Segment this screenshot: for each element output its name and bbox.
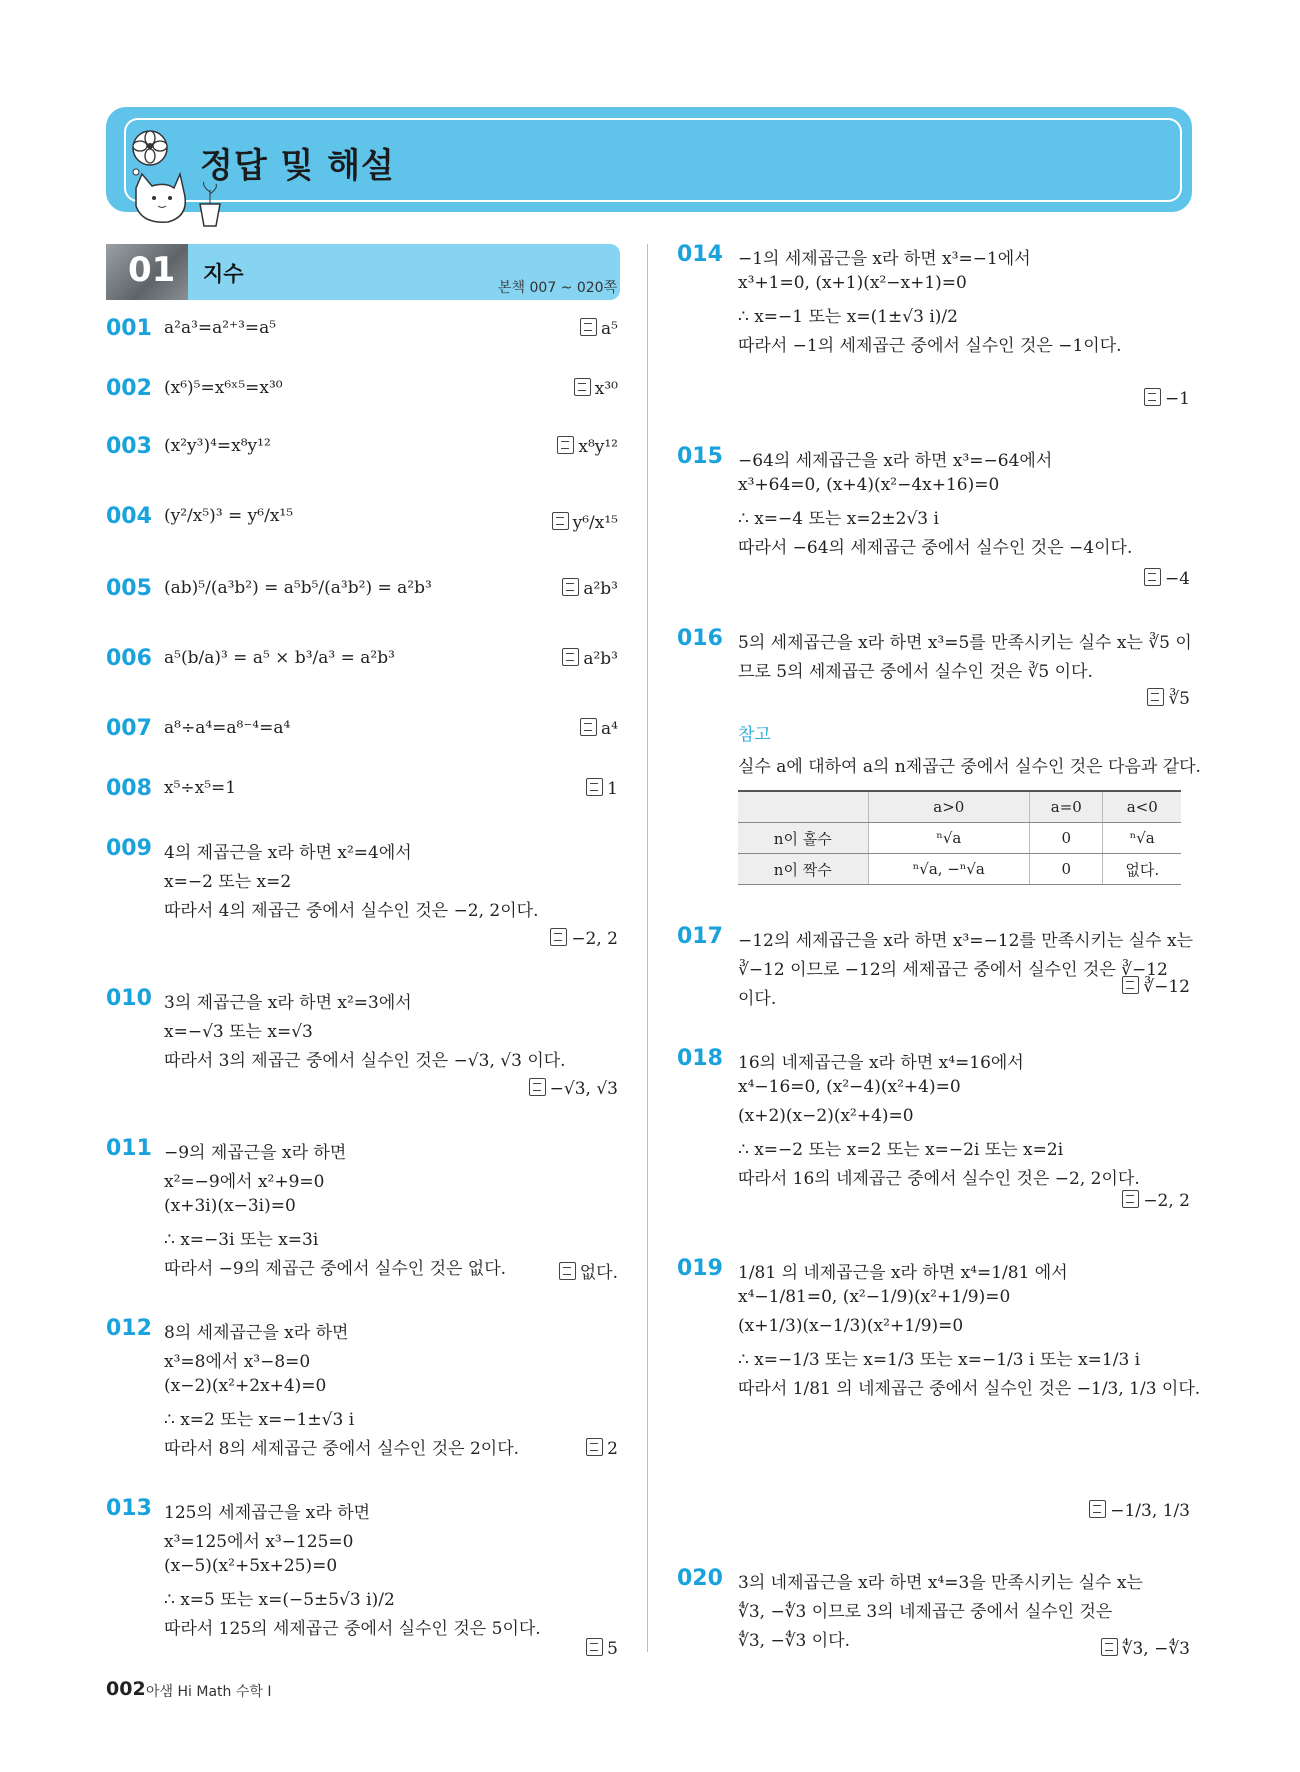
solution-line: (x−2)(x²+2x+4)=0 (164, 1376, 327, 1396)
table-cell: 0 (1030, 854, 1103, 885)
table-header-cell: a<0 (1103, 791, 1181, 823)
solution-line: 므로 5의 세제곱근 중에서 실수인 것은 ∛5 이다. (738, 662, 1093, 682)
solution-line: ∜3, −∜3 이므로 3의 네제곱근 중에서 실수인 것은 (738, 1602, 1113, 1622)
solution-line: 16의 네제곱근을 x라 하면 x⁴=16에서 (738, 1053, 1024, 1073)
note-title: 참고 (738, 725, 771, 745)
problem-number: 004 (106, 504, 152, 529)
solution-line: 따라서 3의 제곱근 중에서 실수인 것은 −√3, √3 이다. (164, 1051, 566, 1071)
solution-line: x=−√3 또는 x=√3 (164, 1022, 313, 1042)
answer-icon (557, 436, 574, 454)
answer (1101, 1638, 1190, 1659)
problem-number: 012 (106, 1316, 152, 1341)
table-cell: n이 홀수 (738, 823, 868, 854)
solution-line: x³+64=0, (x+4)(x²−4x+16)=0 (738, 475, 1000, 495)
solution-line: ∴ x=−2 또는 x=2 또는 x=−2i 또는 x=2i (738, 1140, 1064, 1160)
answer-value: ∛5 (1168, 689, 1190, 709)
solution-line: x³+1=0, (x+1)(x²−x+1)=0 (738, 273, 967, 293)
answer-value: a⁴ (601, 719, 618, 739)
problem-number: 016 (677, 626, 723, 651)
page-number: 002 (106, 1678, 146, 1700)
table-cell: ⁿ√a (868, 823, 1030, 854)
answer-icon (1144, 388, 1161, 406)
problem-number: 019 (677, 1256, 723, 1281)
solution-line: −1의 세제곱근을 x라 하면 x³=−1에서 (738, 249, 1031, 269)
problem-number: 013 (106, 1496, 152, 1521)
solution-line: (ab)⁵/(a³b²) = a⁵b⁵/(a³b²) = a²b³ (164, 578, 432, 598)
solution-line: ∴ x=−1/3 또는 x=1/3 또는 x=−1/3 i 또는 x=1/3 i (738, 1350, 1141, 1370)
answer-icon (1101, 1638, 1118, 1656)
answer-value: ∜3, −∜3 (1121, 1639, 1190, 1659)
solution-line: 따라서 −64의 세제곱근 중에서 실수인 것은 −4이다. (738, 538, 1133, 558)
answer-icon (1122, 976, 1139, 994)
note-text: 실수 a에 대하여 a의 n제곱근 중에서 실수인 것은 다음과 같다. (738, 757, 1201, 777)
solution-line: 3의 제곱근을 x라 하면 x²=3에서 (164, 993, 412, 1013)
solution-line: 이다. (738, 989, 777, 1009)
solution-line: ∴ x=−3i 또는 x=3i (164, 1230, 319, 1250)
answer (552, 512, 618, 533)
solution-line: x²=−9에서 x²+9=0 (164, 1172, 325, 1192)
answer-icon (529, 1078, 546, 1096)
answer (586, 1438, 618, 1459)
answer-icon (562, 648, 579, 666)
solution-line: 따라서 8의 세제곱근 중에서 실수인 것은 2이다. (164, 1439, 520, 1459)
solution-line: ∜3, −∜3 이다. (738, 1631, 851, 1651)
problem-number: 015 (677, 444, 723, 469)
problem-number: 008 (106, 776, 152, 801)
section-number: 01 (128, 250, 176, 290)
table-cell: ⁿ√a, −ⁿ√a (868, 854, 1030, 885)
answer-icon (580, 718, 597, 736)
answer-value: −4 (1164, 569, 1190, 589)
answer-value: y⁶/x¹⁵ (572, 513, 618, 533)
solution-line: 따라서 16의 네제곱근 중에서 실수인 것은 −2, 2이다. (738, 1169, 1140, 1189)
answer-value: x³⁰ (594, 379, 618, 399)
nth-root-table (738, 790, 1181, 885)
answer (557, 436, 618, 457)
answer-value: −2, 2 (571, 929, 618, 949)
answer-value: a⁵ (601, 319, 618, 339)
answer-icon (559, 1262, 576, 1280)
answer (1089, 1500, 1190, 1521)
table-cell: ⁿ√a (1103, 823, 1181, 854)
answer-icon (586, 1638, 603, 1656)
problem-number: 010 (106, 986, 152, 1011)
solution-line: ∛−12 이므로 −12의 세제곱근 중에서 실수인 것은 ∛−12 (738, 960, 1168, 980)
solution-line: a⁵(b/a)³ = a⁵ × b³/a³ = a²b³ (164, 648, 395, 668)
answer-value: −2, 2 (1143, 1191, 1190, 1211)
answer-value: 5 (607, 1639, 618, 1659)
problem-number: 020 (677, 1566, 723, 1591)
problem-number: 002 (106, 376, 152, 401)
answer-value: −√3, √3 (549, 1079, 618, 1099)
section-page-range: 본책 007 ~ 020쪽 (498, 280, 618, 296)
solution-line: x⁵÷x⁵=1 (164, 778, 237, 798)
table-header-cell (738, 791, 868, 823)
answer (559, 1258, 618, 1283)
answer (580, 318, 618, 339)
page-title: 정답 및 해설 (200, 146, 395, 186)
answer (586, 778, 618, 799)
answer-value: a²b³ (583, 579, 618, 599)
problem-number: 017 (677, 924, 723, 949)
solution-line: x⁴−16=0, (x²−4)(x²+4)=0 (738, 1077, 961, 1097)
solution-line: (x+2)(x−2)(x²+4)=0 (738, 1106, 914, 1126)
answer-icon (580, 318, 597, 336)
solution-line: a²a³=a²⁺³=a⁵ (164, 318, 277, 338)
problem-number: 006 (106, 646, 152, 671)
table-header-cell: a>0 (868, 791, 1030, 823)
solution-line: x=−2 또는 x=2 (164, 872, 292, 892)
answer (529, 1078, 618, 1099)
answer-icon (586, 1438, 603, 1456)
answer-value: −1/3, 1/3 (1110, 1501, 1190, 1521)
answer-icon (550, 928, 567, 946)
answer (580, 718, 618, 739)
solution-line: ∴ x=2 또는 x=−1±√3 i (164, 1410, 355, 1430)
answer (1144, 568, 1190, 589)
answer-value: a²b³ (583, 649, 618, 669)
answer-icon (1122, 1190, 1139, 1208)
problem-number: 001 (106, 316, 152, 341)
solution-line: 1/81 의 네제곱근을 x라 하면 x⁴=1/81 에서 (738, 1263, 1068, 1283)
column-divider (647, 244, 648, 1652)
problem-number: 011 (106, 1136, 152, 1161)
solution-line: 5의 세제곱근을 x라 하면 x³=5를 만족시키는 실수 x는 ∛5 이 (738, 633, 1192, 653)
answer-value: 2 (607, 1439, 618, 1459)
solution-line: −12의 세제곱근을 x라 하면 x³=−12를 만족시키는 실수 x는 (738, 931, 1193, 951)
problem-number: 007 (106, 716, 152, 741)
answer-icon (1147, 688, 1164, 706)
answer (1122, 1190, 1190, 1211)
solution-line: 8의 세제곱근을 x라 하면 (164, 1323, 349, 1343)
solution-line: 따라서 −1의 세제곱근 중에서 실수인 것은 −1이다. (738, 336, 1122, 356)
problem-number: 009 (106, 836, 152, 861)
solution-line: ∴ x=−4 또는 x=2±2√3 i (738, 509, 939, 529)
section-title: 지수 (203, 262, 244, 286)
answer (562, 578, 618, 599)
solution-line: 따라서 4의 제곱근 중에서 실수인 것은 −2, 2이다. (164, 901, 539, 921)
solution-line: (x⁶)⁵=x⁶ˣ⁵=x³⁰ (164, 378, 283, 398)
solution-line: a⁸÷a⁴=a⁸⁻⁴=a⁴ (164, 718, 291, 738)
solution-line: −64의 세제곱근을 x라 하면 x³=−64에서 (738, 451, 1053, 471)
solution-line: ∴ x=−1 또는 x=(1±√3 i)/2 (738, 307, 958, 327)
solution-line: x³=125에서 x³−125=0 (164, 1532, 354, 1552)
answer (574, 378, 618, 399)
table-cell: n이 짝수 (738, 854, 868, 885)
solution-line: 따라서 125의 세제곱근 중에서 실수인 것은 5이다. (164, 1619, 541, 1639)
answer-icon (562, 578, 579, 596)
answer-icon (586, 778, 603, 796)
solution-line: x³=8에서 x³−8=0 (164, 1352, 311, 1372)
problem-number: 018 (677, 1046, 723, 1071)
answer (562, 648, 618, 669)
problem-number: 005 (106, 576, 152, 601)
table-cell: 없다. (1103, 854, 1181, 885)
solution-line: 3의 네제곱근을 x라 하면 x⁴=3을 만족시키는 실수 x는 (738, 1573, 1143, 1593)
solution-line: (x²y³)⁴=x⁸y¹² (164, 436, 271, 456)
answer-value: −1 (1164, 389, 1190, 409)
answer-value: 없다. (579, 1263, 618, 1283)
answer (550, 928, 618, 949)
answer-value: x⁸y¹² (578, 437, 618, 457)
solution-line: (x+1/3)(x−1/3)(x²+1/9)=0 (738, 1316, 964, 1336)
answer (1147, 688, 1190, 709)
answer-icon (1144, 568, 1161, 586)
solution-line: (x+3i)(x−3i)=0 (164, 1196, 296, 1216)
answer-icon (552, 512, 569, 530)
table-header-cell: a=0 (1030, 791, 1103, 823)
solution-line: 125의 세제곱근을 x라 하면 (164, 1503, 371, 1523)
answer-icon (574, 378, 591, 396)
solution-line: 따라서 1/81 의 네제곱근 중에서 실수인 것은 −1/3, 1/3 이다. (738, 1379, 1201, 1399)
table-cell: 0 (1030, 823, 1103, 854)
solution-line: −9의 제곱근을 x라 하면 (164, 1143, 347, 1163)
solution-line: x⁴−1/81=0, (x²−1/9)(x²+1/9)=0 (738, 1287, 1011, 1307)
answer-value: ∛−12 (1143, 977, 1190, 997)
solution-line: (x−5)(x²+5x+25)=0 (164, 1556, 338, 1576)
answer (1122, 976, 1190, 997)
book-title: 아샘 Hi Math 수학 I (146, 1684, 272, 1700)
problem-number: 003 (106, 434, 152, 459)
solution-line: ∴ x=5 또는 x=(−5±5√3 i)/2 (164, 1590, 395, 1610)
answer-icon (1089, 1500, 1106, 1518)
solution-line: (y²/x⁵)³ = y⁶/x¹⁵ (164, 506, 294, 526)
answer-value: 1 (607, 779, 618, 799)
solution-line: 4의 제곱근을 x라 하면 x²=4에서 (164, 843, 412, 863)
problem-number: 014 (677, 242, 723, 267)
solution-line: 따라서 −9의 제곱근 중에서 실수인 것은 없다. (164, 1259, 507, 1279)
answer (586, 1638, 618, 1659)
answer (1144, 388, 1190, 409)
